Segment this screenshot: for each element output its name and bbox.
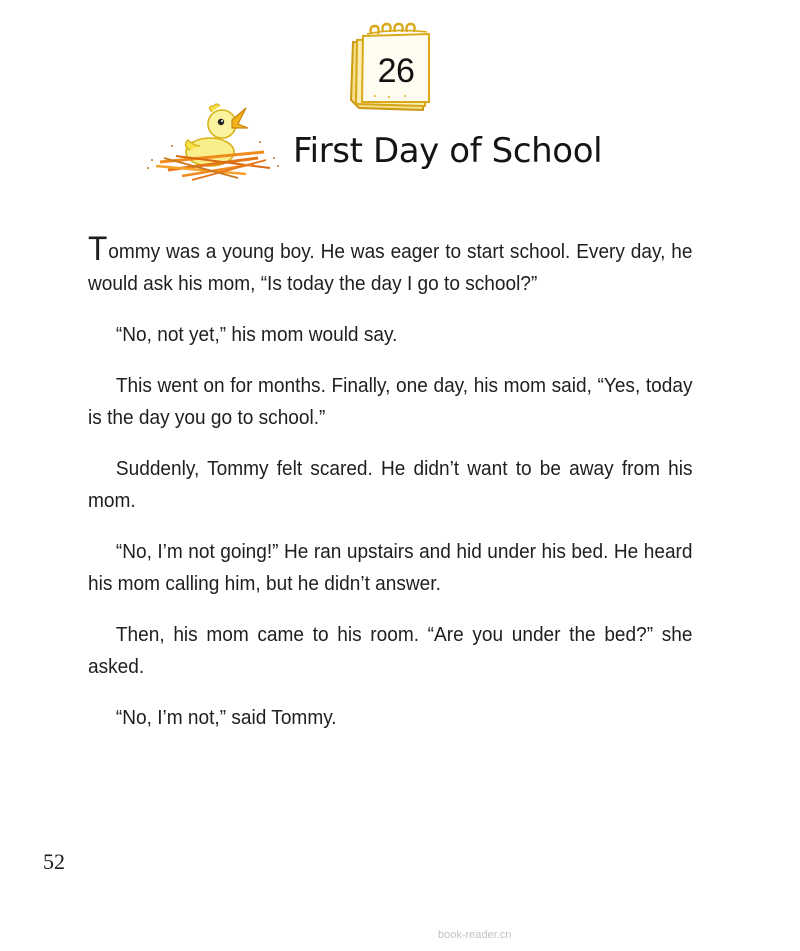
paragraph-2: “No, not yet,” his mom would say. [115, 323, 398, 346]
chapter-number: 26 [377, 52, 415, 90]
paragraph-7: “No, I’m not,” said Tommy. [115, 706, 337, 729]
paragraph-4: Suddenly, Tommy felt scared. He didn’t want to be away from his mom. [88, 457, 693, 512]
watermark: book-reader.cn [438, 929, 512, 941]
paragraph-1: Tommy was a young boy. He was eager to start school. Every day, he would ask his mom, “Is today the day I go to school?” [88, 230, 693, 295]
paragraph-5: “No, I’m not going!” He ran upstairs and hid under his bed. He heard his mom calling him, but he didn’t answer. [88, 540, 693, 595]
paragraph-6: Then, his mom came to his room. “Are you under the bed?” she asked. [88, 623, 693, 678]
calendar-icon [345, 22, 435, 114]
paragraph-3: This went on for months. Finally, one day, his mom said, “Yes, today is the day you go to school.” [88, 374, 693, 429]
story-body [88, 230, 693, 753]
page-number: 52 [43, 849, 65, 874]
page-title: First Day of School [293, 131, 603, 171]
drop-cap: T [88, 230, 108, 268]
chick-in-nest-icon [142, 100, 282, 192]
